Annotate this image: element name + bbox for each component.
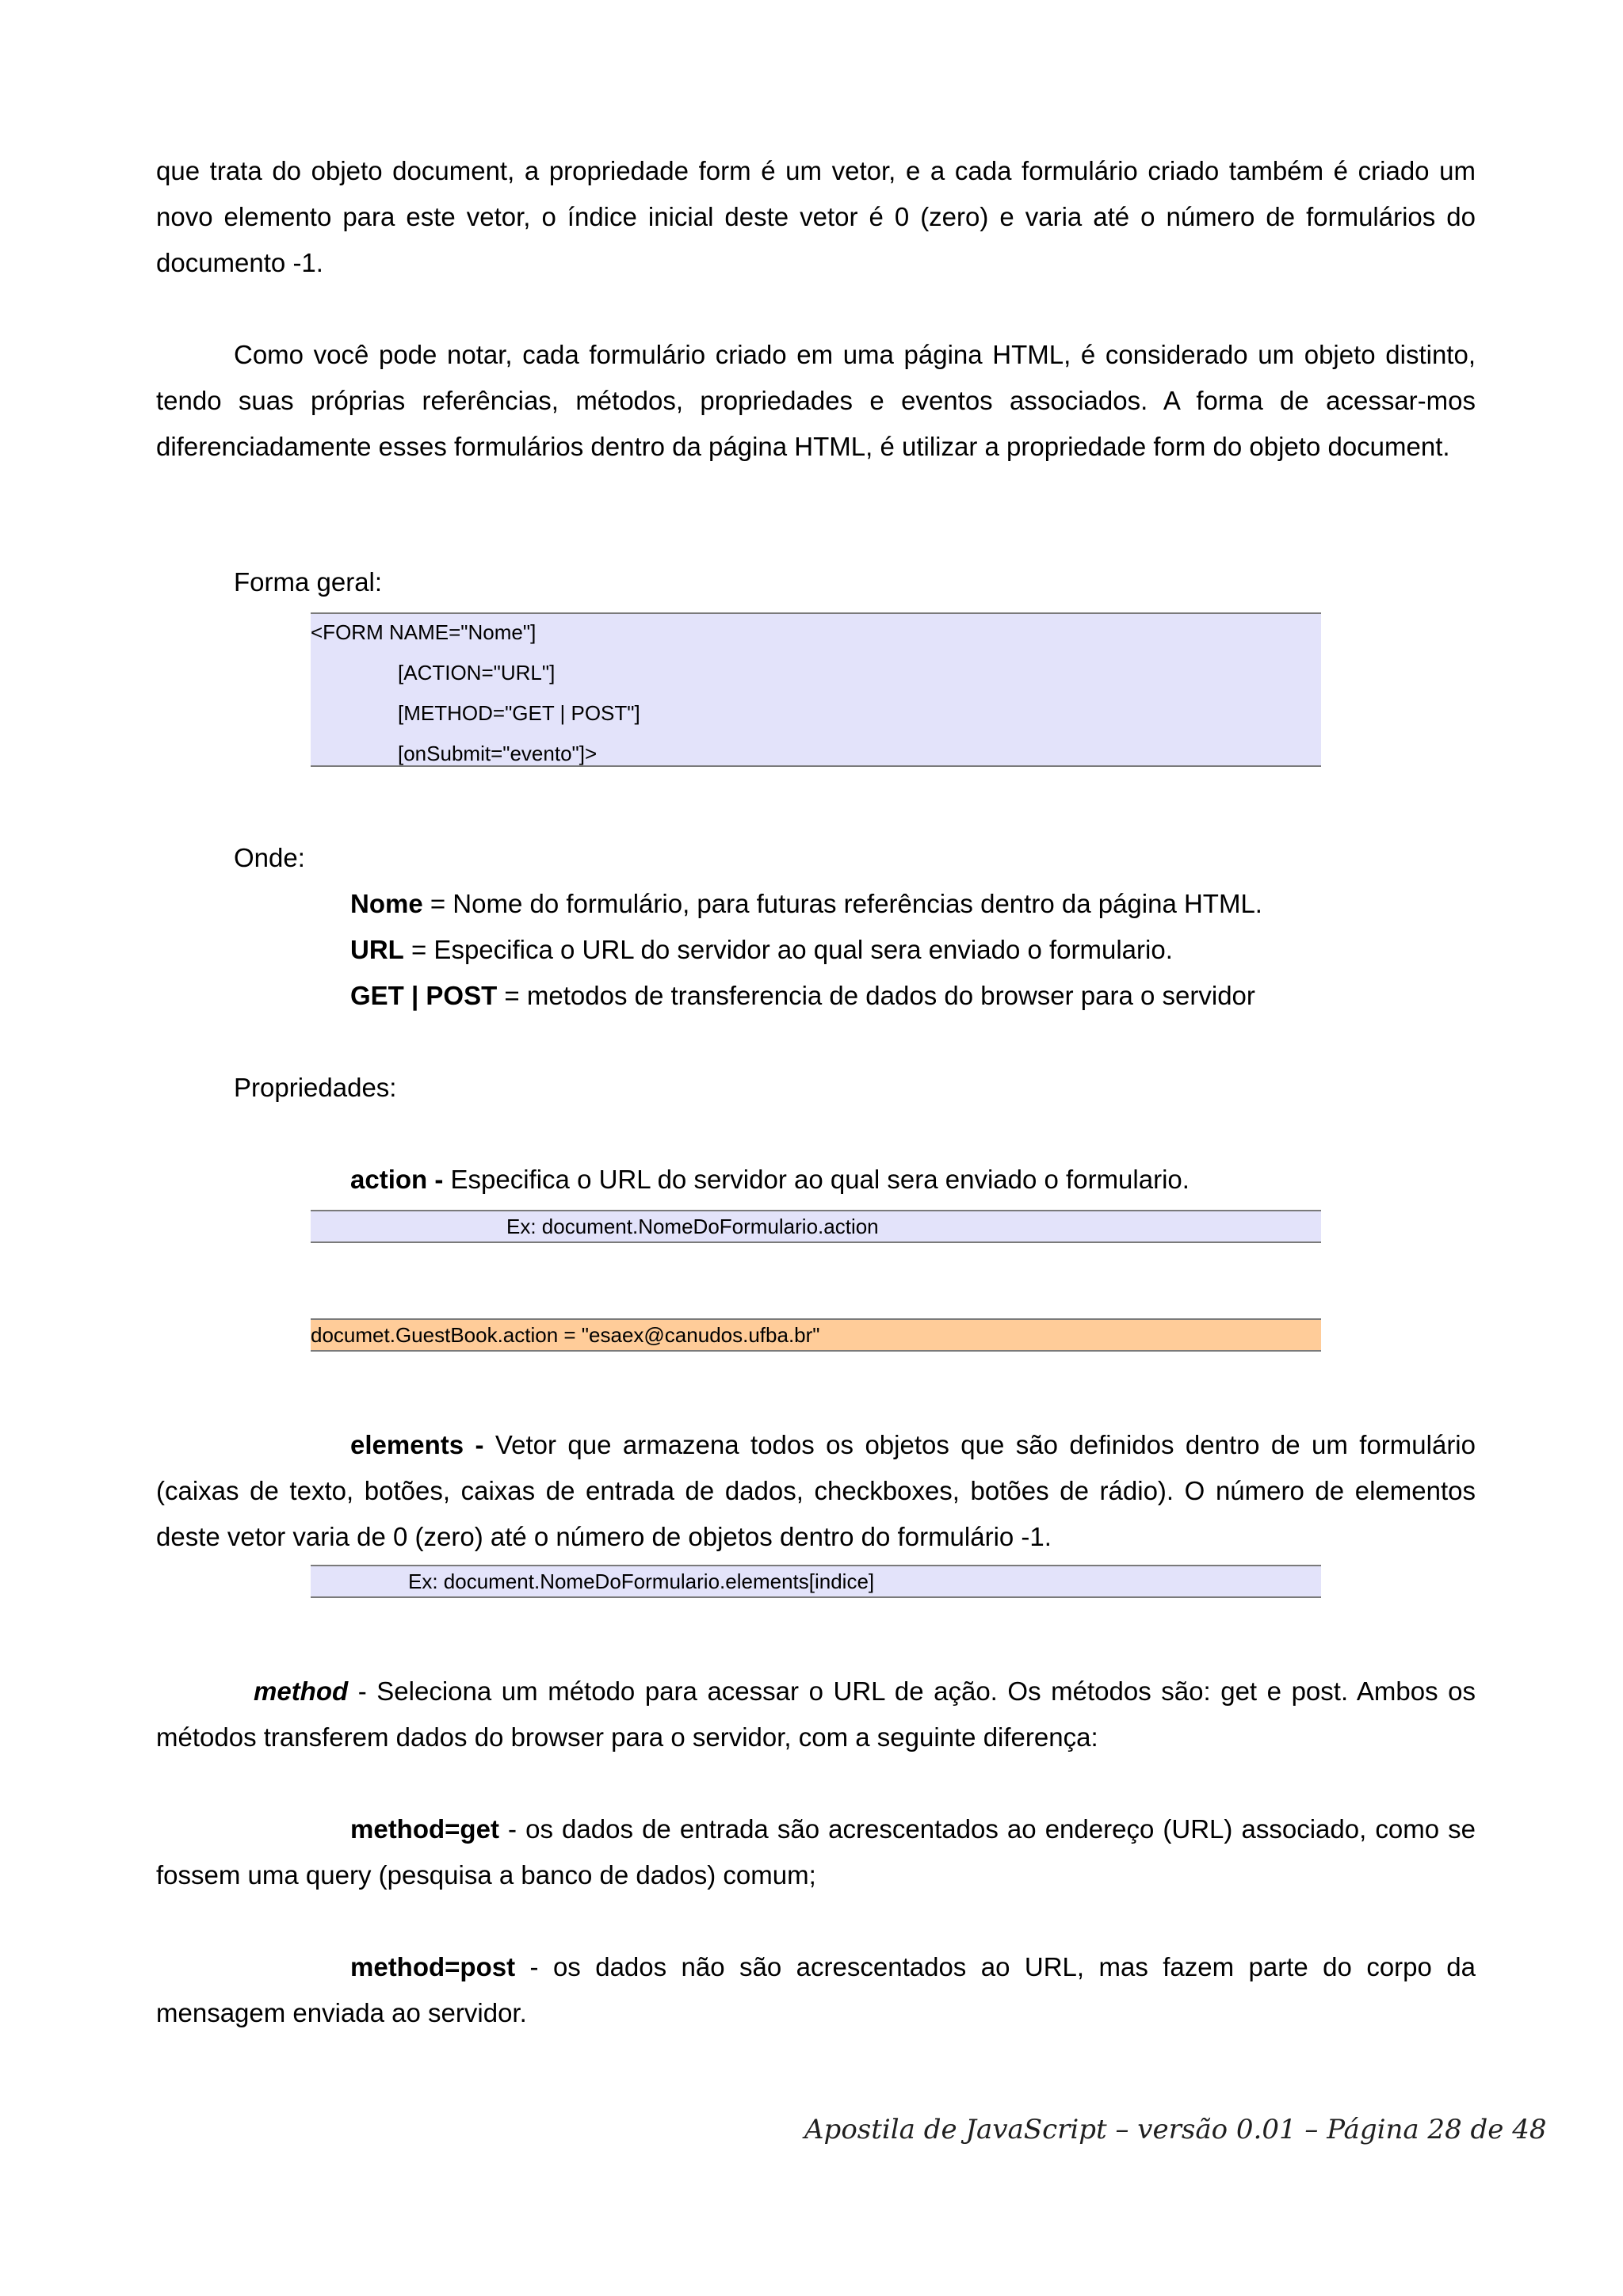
action-code-codebox xyxy=(311,1318,1321,1352)
property-desc: Especifica o URL do servidor ao qual sera enviado o formulario. xyxy=(443,1165,1190,1194)
action-example-codebox xyxy=(311,1210,1321,1243)
definition-term: Nome xyxy=(350,889,423,918)
page-footer: Apostila de JavaScript – versão 0.01 – Página 28 de 48 xyxy=(804,2114,1547,2145)
property-term: method=get xyxy=(350,1814,499,1844)
property-method-post xyxy=(156,1944,1476,2036)
forms-paragraph: Como você pode notar, cada formulário criado em uma página HTML, é considerado um objeto distinto, tendo suas próprias referências, métodos, propriedades e eventos associados. A forma de acessar-mos diferenciadamente esses formulários dentro da página HTML, é utilizar a propriedade form do objeto document. xyxy=(156,340,1476,461)
code-line: <FORM NAME="Nome"] xyxy=(311,620,537,644)
definition-term: URL xyxy=(350,935,404,964)
definition-url xyxy=(350,927,1173,973)
property-desc: - Seleciona um método para acessar o URL de ação. Os métodos são: get e post. Ambos os métodos transferem dados do browser para o servidor, com a seguinte diferença: xyxy=(156,1676,1476,1752)
property-term: method=post xyxy=(350,1952,516,1981)
definition-get-post xyxy=(350,973,1255,1019)
elements-example-codebox xyxy=(311,1565,1321,1598)
code-line: [ACTION="URL"] xyxy=(398,661,556,685)
code-line: documet.GuestBook.action = "esaex@canudos.ufba.br" xyxy=(311,1323,820,1347)
onde-label: Onde: xyxy=(234,843,305,872)
definition-nome xyxy=(350,881,1262,927)
property-method xyxy=(156,1669,1476,1760)
property-desc: - os dados de entrada são acrescentados ao endereço (URL) associado, como se fossem uma query (pesquisa a banco de dados) comum; xyxy=(156,1814,1476,1890)
definition-term: GET | POST xyxy=(350,981,498,1010)
property-elements xyxy=(156,1422,1476,1560)
intro-paragraph: que trata do objeto document, a propriedade form é um vetor, e a cada formulário criado também é criado um novo elemento para este vetor, o índice inicial deste vetor é 0 (zero) e varia até o número de formulários do documento -1. xyxy=(156,156,1476,277)
property-desc: - os dados não são acrescentados ao URL, mas fazem parte do corpo da mensagem enviada ao servidor. xyxy=(156,1952,1476,2027)
property-term: elements - xyxy=(350,1430,484,1459)
definition-desc: = Especifica o URL do servidor ao qual sera enviado o formulario. xyxy=(403,935,1173,964)
property-action xyxy=(350,1157,1190,1203)
property-method-get xyxy=(156,1806,1476,1898)
property-term: method xyxy=(254,1676,349,1706)
code-line: [onSubmit="evento"]> xyxy=(398,742,598,765)
code-line: [METHOD="GET | POST"] xyxy=(398,701,640,725)
example-code: Ex: document.NomeDoFormulario.action xyxy=(506,1215,879,1238)
property-desc: Vetor que armazena todos os objetos que são definidos dentro de um formulário (caixas de texto, botões, caixas de entrada de dados, checkboxes, botões de rádio). O número de elementos deste vetor varia de 0 (zero) até o número de objetos dentro do formulário -1. xyxy=(156,1430,1476,1551)
definition-desc: = Nome do formulário, para futuras referências dentro da página HTML. xyxy=(422,889,1262,918)
example-code: Ex: document.NomeDoFormulario.elements[indice] xyxy=(408,1569,875,1593)
form-syntax-codebox xyxy=(311,612,1321,767)
property-term: action - xyxy=(350,1165,444,1194)
definition-desc: = metodos de transferencia de dados do browser para o servidor xyxy=(497,981,1255,1010)
propriedades-label: Propriedades: xyxy=(234,1073,397,1102)
forma-geral-label: Forma geral: xyxy=(234,567,383,597)
